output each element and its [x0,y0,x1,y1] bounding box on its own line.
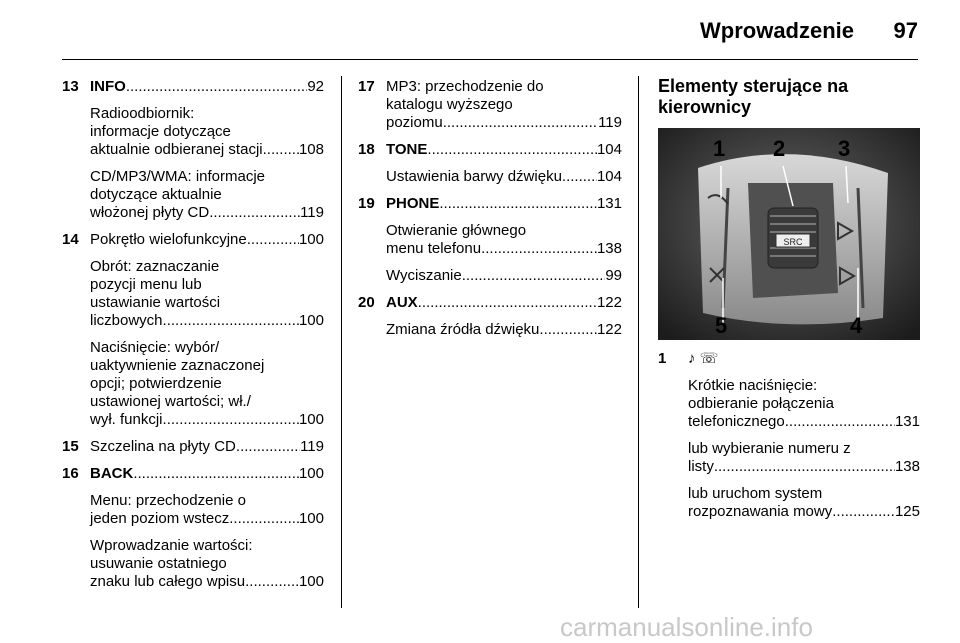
subitem-last-text: jeden poziom wstecz [90,510,230,527]
entry-title-page: 100 [298,231,324,248]
subitem-last-leader [209,204,300,222]
entry-subitem [386,168,622,186]
subitem-text-line: lub uruchom system [688,485,823,502]
subitem-last-text: Ustawienia barwy dźwięku [386,168,562,185]
subitem-last-leader [263,141,299,159]
entry-last-line [386,114,622,132]
toc-column-2 [358,78,622,348]
header-title: Wprowadzenie [700,18,855,43]
subitem-last-leader [462,267,606,285]
entry-last-leader [443,114,598,132]
callout-3: 3 [838,136,851,161]
subitem-last-line [90,141,324,159]
subitem-last-page: 100 [298,573,324,590]
entry-number: 17 [358,78,375,95]
entry-number: 16 [62,465,79,482]
entry-title-line [90,78,324,96]
subitem-text-line: Wprowadzanie wartości: [90,537,253,554]
subitem-last-line [90,204,324,222]
subitem-last-page: 138 [596,240,622,257]
subitem-last-page: 108 [298,141,324,158]
entry-text-line: katalogu wyższego [386,96,513,113]
subitem-text-line: odbieranie połączenia [688,395,834,412]
subitem-text-line: dotyczące aktualnie [90,186,222,203]
entry-number: 15 [62,438,79,455]
subitem-last-text: rozpoznawania mowy [688,503,833,520]
subitem-last-line [386,321,622,339]
toc-entry [62,78,324,222]
subitem-last-page: 138 [894,458,920,475]
subitem-last-leader [163,312,299,330]
subitem-text-line: Krótkie naciśnięcie: [688,377,818,394]
entry-title-text: INFO [90,78,126,95]
entry-title-page: 92 [307,78,324,95]
toc-entry [358,78,622,132]
toc-entry [62,465,324,591]
steering-wheel-illustration [658,128,920,340]
entry-number: 1 [658,350,667,367]
entry-last-text: poziomu [386,114,443,131]
entry-title-line [386,195,622,213]
subitem-text-line: CD/MP3/WMA: informacje [90,168,266,185]
callout-5: 5 [715,313,728,338]
subitem-last-page: 119 [300,204,324,221]
section-heading [658,76,920,118]
page-number: 97 [893,18,918,43]
subitem-last-page: 100 [298,510,324,527]
subitem-last-leader [539,321,597,339]
toc-column-3 [658,350,920,530]
entry-title-line [90,231,324,249]
entry-subitem [688,485,920,521]
subitem-last-page: 100 [298,312,324,329]
subitem-text-line: pozycji menu lub [90,276,202,293]
entry-text-line: MP3: przechodzenie do [386,78,544,95]
entry-subitem [90,258,324,330]
section-title-line-2: kierownicy [658,97,752,117]
column-divider-2 [638,76,639,608]
subitem-last-leader [714,458,895,476]
steering-wheel-controls-image [658,128,920,340]
subitem-last-text: listy [688,458,714,475]
entry-title-text: AUX [386,294,418,311]
subitem-text-line: ustawionej wartości; wł./ [90,393,251,410]
subitem-last-line [90,510,324,528]
subitem-last-line [90,312,324,330]
entry-subitem [386,321,622,339]
section-title-line-1: Elementy sterujące na [658,76,849,96]
callout-2: 2 [773,136,786,161]
entry-subitem [90,492,324,528]
entry-number: 14 [62,231,79,248]
entry-title-leader [247,231,299,249]
entry-title-text: Szczelina na płyty CD [90,438,236,455]
header-rule [62,59,918,60]
subitem-text-line: lub wybieranie numeru z [688,440,851,457]
entry-title-line [90,438,324,456]
watermark: carmanualsonline.info [560,612,813,642]
entry-number: 13 [62,78,79,95]
entry-title-text: TONE [386,141,428,158]
subitem-text-line: usuwanie ostatniego [90,555,227,572]
entry-subitem [386,267,622,285]
entry-subitem [386,222,622,258]
subitem-last-line [386,267,622,285]
subitem-last-leader [229,510,299,528]
subitem-last-page: 125 [894,503,920,520]
subitem-last-text: wył. funkcji [90,411,163,428]
entry-title-page: 104 [596,141,622,158]
subitem-last-page: 100 [298,411,324,428]
subitem-last-page: 99 [605,267,622,284]
subitem-last-line [688,503,920,521]
subitem-last-line [688,458,920,476]
toc-entry [358,195,622,285]
callout-4: 4 [850,313,863,338]
subitem-last-leader [481,240,597,258]
entry-title-line [386,141,622,159]
subitem-text-line: opcji; potwierdzenie [90,375,222,392]
subitem-last-line [386,168,622,186]
subitem-text-line: uaktywnienie zaznaczonej [90,357,265,374]
entry-title-leader [133,465,299,483]
entry-title-leader [126,78,307,96]
phone-voice-icon: ♪ ☏ [688,350,719,367]
entry-title-page: 122 [596,294,622,311]
subitem-last-page: 131 [894,413,920,430]
entry-title-text: PHONE [386,195,440,212]
subitem-text-line: informacje dotyczące [90,123,231,140]
entry-number: 20 [358,294,375,311]
entry-title-leader [236,438,300,456]
toc-entry [62,438,324,456]
entry-title-leader [439,195,597,213]
subitem-last-page: 122 [596,321,622,338]
column-divider-1 [341,76,342,608]
entry-title-line [386,294,622,312]
subitem-last-text: włożonej płyty CD [90,204,210,221]
entry-title-line [90,465,324,483]
subitem-last-text: telefonicznego [688,413,785,430]
entry-title-page: 131 [596,195,622,212]
subitem-text-line: ustawianie wartości [90,294,221,311]
subitem-last-text: Zmiana źródła dźwięku [386,321,540,338]
entry-subitem [90,168,324,222]
subitem-last-text: aktualnie odbieranej stacji [90,141,263,158]
entry-title-page: 100 [298,465,324,482]
entry-number: 18 [358,141,375,158]
callout-1: 1 [713,136,726,161]
entry-subitem [90,537,324,591]
subitem-last-leader [562,168,597,186]
entry-title-text: Pokrętło wielofunkcyjne [90,231,247,248]
subitem-text-line: Obrót: zaznaczanie [90,258,220,275]
subitem-last-page: 104 [596,168,622,185]
toc-entry [658,350,920,521]
subitem-text-line: Radioodbiornik: [90,105,195,122]
subitem-last-text: liczbowych [90,312,163,329]
subitem-last-text: Wyciszanie [386,267,462,284]
subitem-last-leader [245,573,299,591]
subitem-text-line: Menu: przechodzenie o [90,492,246,509]
entry-subitem [688,377,920,431]
subitem-last-text: znaku lub całego wpisu [90,573,246,590]
entry-title-page: 119 [300,438,324,455]
subitem-last-line [90,573,324,591]
subitem-last-text: menu telefonu [386,240,482,257]
entry-title-text: BACK [90,465,134,482]
entry-subitem [90,105,324,159]
subitem-last-leader [832,503,895,521]
subitem-text-line: Otwieranie głównego [386,222,527,239]
entry-last-page: 119 [598,114,622,131]
entry-subitem [688,440,920,476]
toc-entry [358,141,622,186]
entry-title-leader [418,294,597,312]
subitem-last-leader [163,411,299,429]
subitem-last-line [688,413,920,431]
toc-column-1 [62,78,324,600]
entry-subitem [90,339,324,429]
subitem-last-line [90,411,324,429]
src-button-label: SRC [783,237,803,247]
entry-title-leader [427,141,597,159]
subitem-last-line [386,240,622,258]
entry-number: 19 [358,195,375,212]
toc-entry [62,231,324,429]
subitem-text-line: Naciśnięcie: wybór/ [90,339,220,356]
subitem-last-leader [785,413,895,431]
toc-entry [358,294,622,339]
